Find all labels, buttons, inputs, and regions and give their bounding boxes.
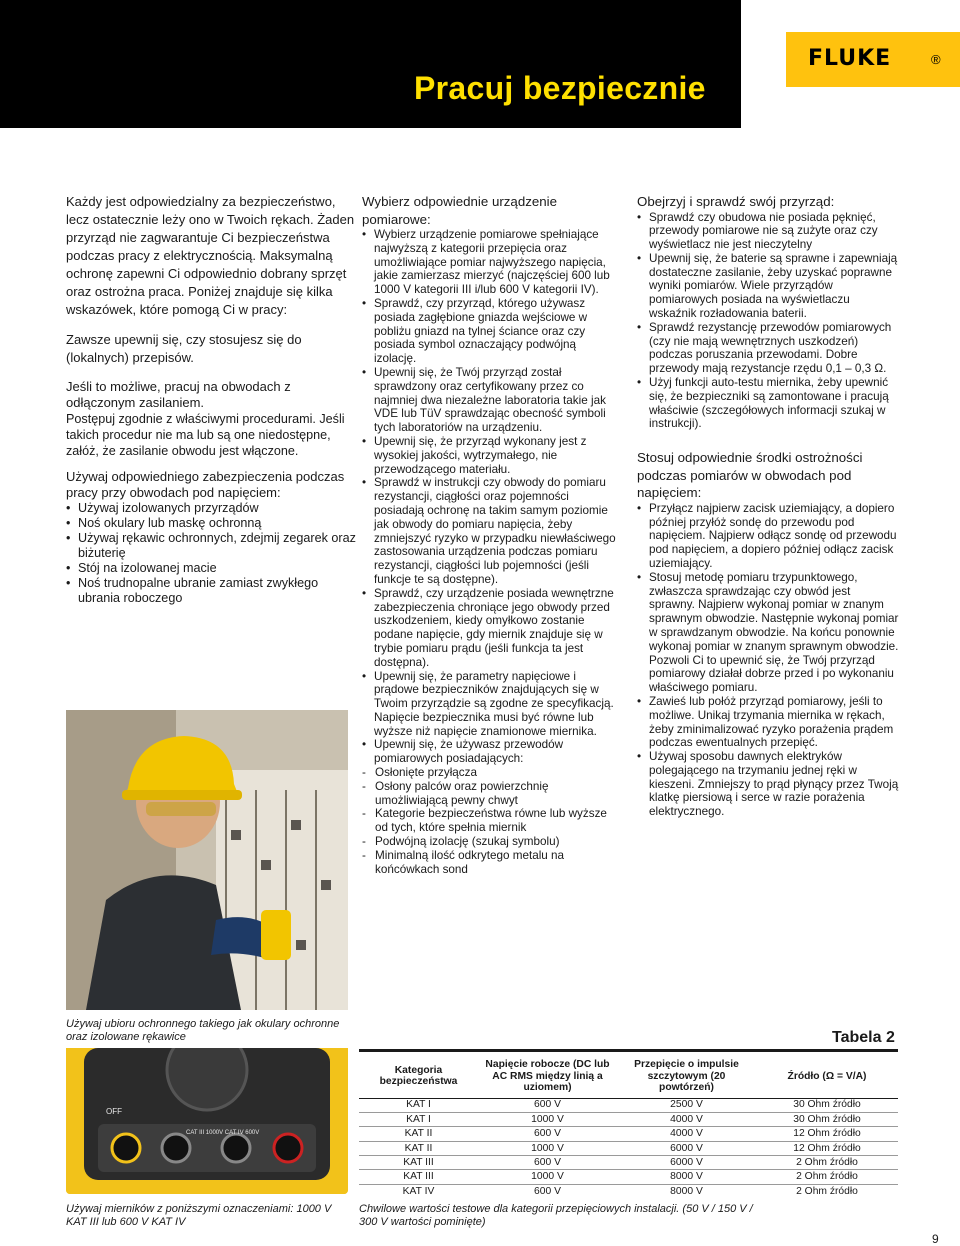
inspect-heading: Obejrzyj i sprawdź swój przyrząd: <box>637 194 835 209</box>
list-item: - Minimalną ilość odkrytego metalu na końcówkach sond <box>362 849 620 877</box>
column-right <box>637 193 899 819</box>
table-row <box>359 1127 898 1141</box>
list-item: • Przyłącz najpierw zacisk uziemiający, a dopiero później przyłóż sondę do przewodu pod napięciem. Najpierw odłącz sondę od przewodu pod napięciem, a dopiero później odłącz zacisk uziemiający. <box>637 502 899 571</box>
list-item: • Używaj izolowanych przyrządów <box>66 501 356 516</box>
protection-list <box>66 501 356 606</box>
header-source: Źródło (Ω = V/A) <box>756 1057 898 1098</box>
column-left <box>66 193 356 606</box>
meter-off-label: OFF <box>106 1107 122 1116</box>
page-number: 9 <box>932 1232 939 1246</box>
list-item: • Używaj sposobu dawnych elektryków polegającego na trzymaniu jednej ręki w kieszeni. Zmniejszy to prąd płynący przez Twoją klatkę piersiową i serce w razie porażenia elektrycznego. <box>637 750 899 819</box>
if-possible-body: Postępuj zgodnie z właściwymi procedurami. Jeśli takich procedur nie ma lub są one niedostępne, załóż, że zasilanie obwodu jest włączone. <box>66 412 345 458</box>
cell: 8000 V <box>670 1185 703 1197</box>
worker-illustration <box>66 710 348 1010</box>
list-item: • Noś okulary lub maskę ochronną <box>66 516 356 531</box>
list-item: • Upewnij się, że używasz przewodów pomiarowych posiadających: <box>362 738 620 766</box>
cell: KAT I <box>359 1098 478 1112</box>
cell: 600 V <box>478 1156 617 1170</box>
list-item: • Użyj funkcji auto-testu miernika, żeby upewnić się, że bezpieczniki są zamontowane i pracują właściwie (szczegółowych informacji szukaj w instrukcji). <box>637 376 899 431</box>
meter-image <box>66 1048 348 1194</box>
header-category: Kategoria bezpieczeństwa <box>359 1057 478 1098</box>
cell: 1000 V <box>478 1170 617 1184</box>
worker-photo <box>66 710 348 1010</box>
table-row <box>359 1184 898 1198</box>
cell: 6000 V <box>617 1156 756 1170</box>
device-selection-heading: Wybierz odpowiednie urządzenie pomiarowe: <box>362 194 558 227</box>
list-item: - Osłonięte przyłącza <box>362 766 620 780</box>
cell: 600 V <box>478 1127 617 1141</box>
protection-heading: Używaj odpowiedniego zabezpieczenia podczas pracy przy obwodach pod napięciem: <box>66 469 345 500</box>
fluke-logo <box>786 32 960 87</box>
list-item: • Stosuj metodę pomiaru trzypunktowego, zwłaszcza sprawdzając czy obwód jest sprawny. Najpierw wykonaj pomiar w znanym sprawnym obwodzie. Następnie wykonaj pomiar w sprawdzanym obwodzie. Na końcu ponownie wykonaj pomiar w znanym sprawnym obwodzie. Pozwoli Ci to upewnić się, że Twój przyrząd pomiarowy działał dobrze przed i po wykonaniu właściwego pomiaru. <box>637 571 899 695</box>
list-item: • Wybierz urządzenie pomiarowe spełniające najwyższą z kategorii przepięcia oraz umożliwiające pomiar najwyższego napięcia, jakie zamierzasz mierzyć (najczęściej 600 lub 1000 V kategorii III i/lub 600 V kategorii IV). <box>362 228 620 297</box>
list-item: • Sprawdź rezystancję przewodów pomiarowych (czy nie mają wewnętrznych uszkodzeń) podczas poruszania przewodami. Dobre przewody mają rezystancje rzędu 0,1 – 0,3 Ω. <box>637 321 899 376</box>
intro-text: Każdy jest odpowiedzialny za bezpieczeństwo, lecz ostatecznie leży ono w Twoich rękach. Żaden przyrząd nie zagwarantuje Ci bezpieczeństwa podczas pracy z elektrycznością. Maksymalną ochronę zapewni Ci odpowiednio dobrany sprzęt oraz ostrożna praca. Poniżej znajduje się kilka wskazówek, które pomogą Ci w pracy: <box>66 194 355 317</box>
if-possible-heading: Jeśli to możliwe, pracuj na obwodach z odłączonym zasilaniem. <box>66 379 291 410</box>
list-item: • Upewnij się, że przyrząd wykonany jest z wysokiej jakości, wytrzymałego, nie przewodzącego materiału. <box>362 435 620 476</box>
table-rule <box>359 1049 898 1052</box>
list-item: • Sprawdź czy obudowa nie posiada pęknięć, przewody pomiarowe nie są zużyte oraz czy wyświetlacz nie jest nieczytelny <box>637 211 899 252</box>
list-item: • Zawieś lub połóż przyrząd pomiarowy, jeśli to możliwe. Unikaj trzymania miernika w rękach, żeby zminimalizować ryzyko porażenia prądem podczas ewentualnych przepięć. <box>637 695 899 750</box>
test-lead-list <box>362 766 620 876</box>
table-row <box>359 1141 898 1155</box>
precautions-heading: Stosuj odpowiednie środki ostrożności podczas pomiarów w obwodach pod napięciem: <box>637 450 863 501</box>
table-row <box>359 1112 898 1126</box>
cell: 4000 V <box>617 1112 756 1126</box>
cell: KAT II <box>359 1141 478 1155</box>
cell: 30 Ohm źródło <box>756 1098 898 1112</box>
registered-mark: ® <box>931 52 941 67</box>
cell: KAT IV <box>402 1185 435 1197</box>
table-header-row <box>359 1057 898 1098</box>
column-middle <box>362 193 620 876</box>
list-item: • Noś trudnopalne ubranie zamiast zwykłego ubrania roboczego <box>66 576 356 606</box>
cell: 2 Ohm źródło <box>756 1156 898 1170</box>
always-text: Zawsze upewnij się, czy stosujesz się do (lokalnych) przepisów. <box>66 332 302 365</box>
table-row <box>359 1098 898 1112</box>
list-item: • Upewnij się, że baterie są sprawne i zapewniają dostateczne zasilanie, żeby uzyskać poprawne wyniki pomiarów. Wiele przyrządów pomiarowych posiada na wyświetlaczu wskaźnik rozładowania baterii. <box>637 252 899 321</box>
list-item: - Podwójną izolację (szukaj symbolu) <box>362 835 620 849</box>
list-item: • Upewnij się, że parametry napięciowe i prądowe bezpieczników znajdujących się w Twoim przyrządzie są zgodne ze specyfikacją. Napięcie bezpiecznika musi być równe lub wyższe niż napięcie znamionowe miernika. <box>362 670 620 739</box>
cell: KAT I <box>359 1112 478 1126</box>
table-row <box>359 1156 898 1170</box>
precautions-list <box>637 502 899 819</box>
list-item: • Sprawdź, czy urządzenie posiada wewnętrzne zabezpieczenia chroniące jego obwody przed uszkodzeniem, kiedy omyłkowo zostanie podane napięcie, gdy miernik znajduje się w trybie pomiaru prądu (jeśli funkcja ta jest dostępna). <box>362 587 620 670</box>
header-bar <box>0 0 741 128</box>
cell: 1000 V <box>478 1141 617 1155</box>
list-item: • Używaj rękawic ochronnych, zdejmij zegarek oraz biżuterię <box>66 531 356 561</box>
logo-text: FLUKE <box>808 46 892 71</box>
table-row <box>359 1170 898 1184</box>
cell: 6000 V <box>617 1141 756 1155</box>
cell: KAT III <box>359 1156 478 1170</box>
cell: 2 Ohm źródło <box>796 1185 858 1197</box>
table-title: Tabela 2 <box>832 1029 895 1046</box>
table-caption: Chwilowe wartości testowe dla kategorii przepięciowych instalacji. (50 V / 150 V / 300 V wartości pominięte) <box>359 1203 753 1228</box>
device-selection-list <box>362 228 620 766</box>
list-item: • Sprawdź, czy przyrząd, którego używasz posiada zagłębione gniazda wejściowe w pobliżu gniazd na tylnej ściance oraz czy posiada symbol oznaczający podwójną izolację. <box>362 297 620 366</box>
multimeter-illustration <box>66 1048 348 1194</box>
cell: 4000 V <box>617 1127 756 1141</box>
inspect-list <box>637 211 899 432</box>
cell: 1000 V <box>478 1112 617 1126</box>
page-title: Pracuj bezpiecznie <box>414 70 706 106</box>
list-item: • Stój na izolowanej macie <box>66 561 356 576</box>
photo-caption: Używaj ubioru ochronnego takiego jak okulary ochronne oraz izolowane rękawice <box>66 1018 340 1043</box>
cell: KAT II <box>359 1127 478 1141</box>
cell: 2 Ohm źródło <box>756 1170 898 1184</box>
cell: 600 V <box>534 1185 561 1197</box>
cell: KAT III <box>359 1170 478 1184</box>
meter-cat-label: CAT III 1000V CAT IV 600V <box>186 1130 260 1136</box>
cell: 8000 V <box>617 1170 756 1184</box>
list-item: • Sprawdź w instrukcji czy obwody do pomiaru rezystancji, ciągłości oraz pojemności posiadają ochronę na takim samym poziomie jak obwody do pomiaru napięcia, żeby zmniejszyć ryzyko w przypadku niewłaściwego zastosowania urządzenia podczas pomiaru rezystancji, ciągłości lub pojemności (jeśli funkcje te są dostępne). <box>362 476 620 586</box>
list-item: - Osłony palców oraz powierzchnię umożliwiającą pewny chwyt <box>362 780 620 808</box>
cell: 12 Ohm źródło <box>756 1127 898 1141</box>
category-table <box>359 1057 898 1198</box>
list-item: • Upewnij się, że Twój przyrząd został sprawdzony oraz certyfikowany przez co najmniej dwa niezależne laboratoria takie jak VDE lub TüV sprawdzając obecność symboli tych laboratoriów na urządzeniu. <box>362 366 620 435</box>
cell: 600 V <box>478 1098 617 1112</box>
cell: 30 Ohm źródło <box>756 1112 898 1126</box>
cell: 2500 V <box>617 1098 756 1112</box>
list-item: - Kategorie bezpieczeństwa równe lub wyższe od tych, które spełnia miernik <box>362 807 620 835</box>
meter-caption: Używaj mierników z poniższymi oznaczeniami: 1000 V KAT III lub 600 V KAT IV <box>66 1203 332 1228</box>
header-impulse: Przepięcie o impulsie szczytowym (20 powtórzeń) <box>617 1057 756 1098</box>
cell: 12 Ohm źródło <box>756 1141 898 1155</box>
header-working-voltage: Napięcie robocze (DC lub AC RMS między linią a uziomem) <box>478 1057 617 1098</box>
